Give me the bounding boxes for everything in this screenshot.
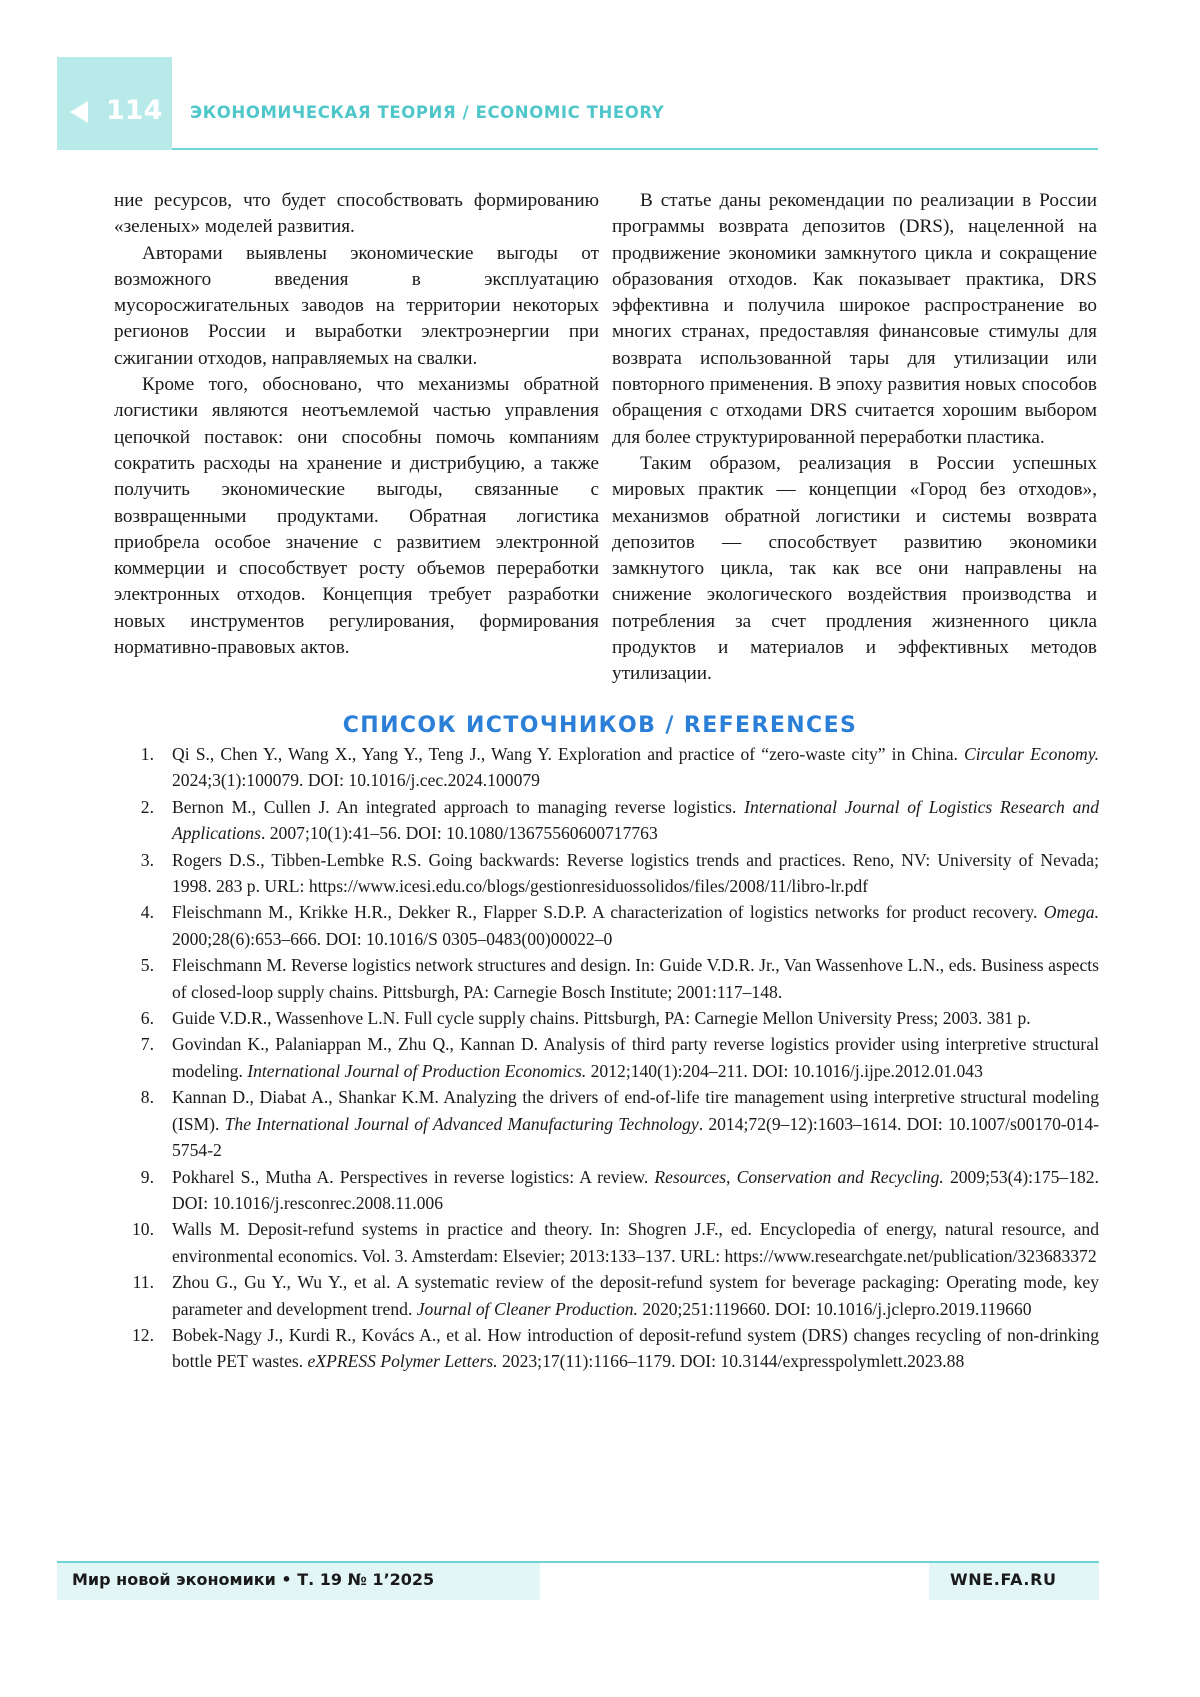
reference-journal: Circular Economy.	[964, 744, 1099, 764]
reference-text: Bernon M., Cullen J. An integrated approach to managing reverse logistics.	[172, 796, 745, 817]
left-column	[114, 188, 599, 661]
paragraph: Таким образом, реализация в России успешных мировых практик — концепции «Город без отходов», механизмов обратной логистики и системы возврата депозитов — способствует развитию экономики замкнутого цикла, так как все они направлены на снижение экологического воздействия производства и потребления за счет продления жизненного цикла продуктов и материалов и эффективных методов утилизации.	[612, 452, 1097, 685]
reference-journal: eXPRESS Polymer Letters.	[307, 1351, 498, 1372]
paragraph: ние ресурсов, что будет способствовать формированию «зеленых» моделей развития.	[114, 190, 599, 238]
reference-item	[114, 1322, 1099, 1375]
reference-journal: International Journal of Production Economics.	[247, 1060, 587, 1081]
reference-text: Fleischmann M. Reverse logistics network structures and design. In: Guide V.D.R. Jr., Van Wassenhove L.N., eds. Business aspects of closed-loop supply chains. Pittsburgh, PA: Carnegie Bosch Institute; 2001:117–148.	[172, 955, 1099, 1002]
reference-journal: Journal of Cleaner Production.	[416, 1298, 638, 1319]
reference-details: 2024;3(1):100079. DOI: 10.1016/j.cec.2024.100079	[172, 770, 540, 791]
reference-item	[114, 1031, 1099, 1084]
reference-number: 6.	[140, 1008, 154, 1029]
journal-issue: Мир новой экономики • Т. 19 № 1’2025	[72, 1570, 435, 1589]
reference-item	[114, 1005, 1099, 1031]
reference-item	[114, 794, 1099, 847]
right-column	[612, 188, 1097, 688]
reference-text: Walls M. Deposit-refund systems in practice and theory. In: Shogren J.F., ed. Encyclopedia of energy, natural resource, and environmental economics. Vol. 3. Amsterdam: Elsevier; 2013:133–137. URL: https://www.researchgate.net/publication/323683372	[172, 1219, 1099, 1266]
reference-details: . 2014;72(9–12):1603–1614. DOI: 10.1007/s00170-014-5754-2	[172, 1113, 1099, 1161]
reference-details: 2000;28(6):653–666. DOI: 10.1016/S 0305–0483(00)00022–0	[172, 928, 613, 949]
reference-journal: The International Journal of Advanced Manufacturing Technology	[224, 1113, 699, 1134]
paragraph: В статье даны рекомендации по реализации в России программы возврата депозитов (DRS), нацеленной на продвижение экономики замкнутого цикла и сокращение образования отходов. Как показывает практика, DRS эффективна и получила широкое распространение во многих странах, предоставляя финансовые стимулы для возврата использованной тары для утилизации или повторного применения. В эпоху развития новых способов обращения с отходами DRS считается хорошим выбором для более структурированной переработки пластика.	[612, 190, 1097, 448]
reference-number: 2.	[140, 796, 154, 817]
paragraph: Кроме того, обосновано, что механизмы обратной логистики являются неотъемлемой частью управления цепочкой поставок: они способны помочь компаниям сократить расходы на хранение и дистрибуцию, а также получить экономические выгоды, связанные с возвращенными продуктами. Обратная логистика приобрела особое значение с развитием электронной коммерции и способствует росту объемов переработки электронных отходов. Концепция требует разработки новых инструментов регулирования, формирования нормативно-правовых актов.	[114, 374, 599, 659]
reference-journal: Resources, Conservation and Recycling.	[654, 1166, 944, 1187]
page-number: 114	[106, 95, 163, 126]
reference-number: 8.	[140, 1087, 154, 1108]
reference-item	[114, 741, 1099, 794]
reference-details: . 2007;10(1):41–56. DOI: 10.1080/13675560600717763	[260, 823, 658, 844]
reference-number: 7.	[140, 1034, 154, 1055]
reference-details: 2012;140(1):204–211. DOI: 10.1016/j.ijpe.2012.01.043	[586, 1060, 983, 1081]
reference-journal: Omega.	[1043, 902, 1099, 923]
reference-item	[114, 1164, 1099, 1217]
reference-details: 2023;17(11):1166–1179. DOI: 10.3144/expresspolymlett.2023.88	[497, 1351, 965, 1372]
reference-item	[114, 899, 1099, 952]
reference-text: Qi S., Chen Y., Wang X., Yang Y., Teng J., Wang Y. Exploration and practice of “zero-waste city” in China.	[172, 744, 965, 764]
references-title: СПИСОК ИСТОЧНИКОВ / REFERENCES	[342, 713, 858, 738]
reference-journal: International Journal of Logistics Research and Applications	[172, 796, 1099, 844]
reference-number: 12.	[132, 1324, 154, 1345]
reference-number: 5.	[140, 955, 154, 976]
references-list	[114, 741, 1099, 1375]
reference-item	[114, 1084, 1099, 1163]
reference-item	[114, 1216, 1099, 1269]
reference-text: Govindan K., Palaniappan M., Zhu Q., Kannan D. Analysis of third party reverse logistics provider using interpretive structural modeling.	[172, 1034, 1099, 1081]
reference-item	[114, 1269, 1099, 1322]
paragraph: Авторами выявлены экономические выгоды от возможного введения в эксплуатацию мусоросжигательных заводов на территории некоторых регионов России и выработки электроэнергии при сжигании отходов, направляемых на свалки.	[114, 242, 599, 369]
reference-text: Fleischmann M., Krikke H.R., Dekker R., Flapper S.D.P. A characterization of logistics networks for product recovery.	[172, 902, 1044, 923]
header-divider	[172, 148, 1098, 150]
reference-item	[114, 952, 1099, 1005]
reference-number: 4.	[140, 902, 154, 923]
triangle-left-icon	[70, 101, 88, 123]
reference-text: Rogers D.S., Tibben-Lembke R.S. Going backwards: Reverse logistics trends and practices. Reno, NV: University of Nevada; 1998. 283 p. URL: https://www.icesi.edu.co/blogs/gestionresiduossolidos/files/2008/11/libro-lr.pdf	[172, 849, 1099, 897]
reference-text: Guide V.D.R., Wassenhove L.N. Full cycle supply chains. Pittsburgh, PA: Carnegie Mellon University Press; 2003. 381 p.	[172, 1008, 1031, 1029]
reference-number: 1.	[140, 744, 154, 764]
reference-item	[114, 847, 1099, 900]
reference-text: Bobek-Nagy J., Kurdi R., Kovács A., et al. How introduction of deposit-refund system (DRS) changes recycling of non-drinking bottle PET wastes.	[172, 1324, 1099, 1372]
reference-number: 10.	[132, 1219, 154, 1240]
journal-website: WNE.FA.RU	[950, 1570, 1057, 1589]
reference-text: Zhou G., Gu Y., Wu Y., et al. A systematic review of the deposit-refund system for beverage packaging: Operating mode, key parameter and development trend.	[172, 1272, 1099, 1319]
reference-details: 2020;251:119660. DOI: 10.1016/j.jclepro.2019.119660	[637, 1298, 1032, 1319]
reference-text: Kannan D., Diabat A., Shankar K.M. Analyzing the drivers of end-of-life tire management using interpretive structural modeling (ISM).	[172, 1087, 1099, 1134]
reference-details: 2009;53(4):175–182. DOI: 10.1016/j.resconrec.2008.11.006	[172, 1166, 1099, 1213]
reference-number: 9.	[140, 1166, 154, 1187]
reference-text: Pokharel S., Mutha A. Perspectives in reverse logistics: A review.	[172, 1166, 655, 1187]
section-title: ЭКОНОМИЧЕСКАЯ ТЕОРИЯ / ECONOMIC THEORY	[190, 103, 665, 122]
reference-number: 3.	[140, 849, 154, 870]
reference-number: 11.	[132, 1272, 154, 1293]
